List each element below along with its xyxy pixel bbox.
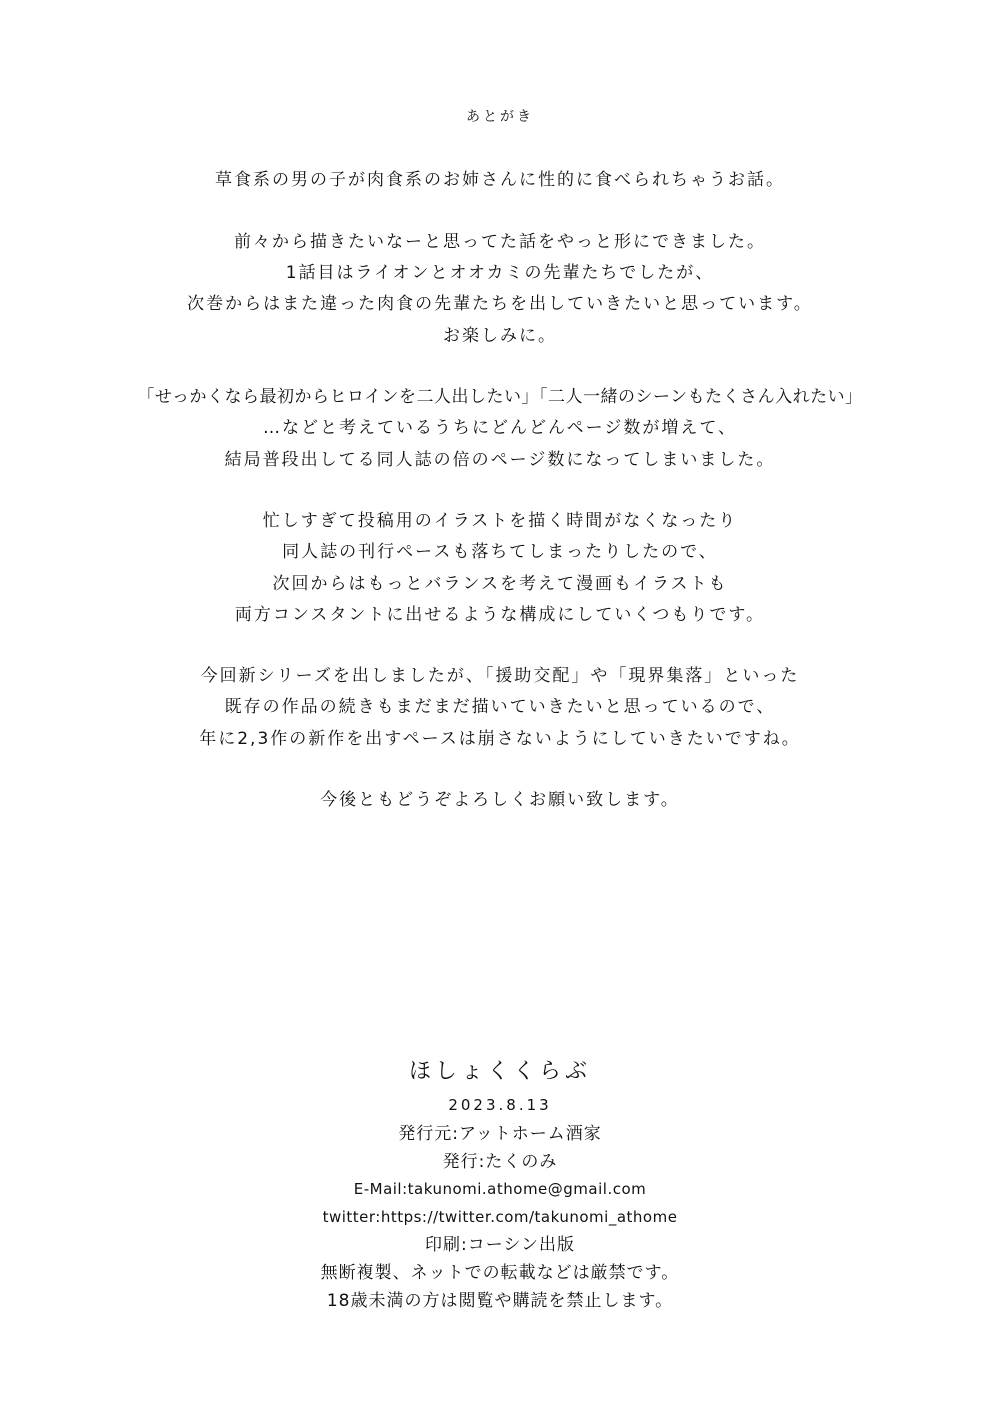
reproduction-notice: 無断複製、ネットでの転載などは厳禁です。: [320, 1263, 680, 1283]
afterword-line: 草食系の男の子が肉食系のお姉さんに性的に食べられちゃうお話。: [215, 170, 785, 190]
contact-email: E-Mail:takunomi.athome@gmail.com: [353, 1180, 647, 1198]
afterword-line: 次回からはもっとバランスを考えて漫画もイラストも: [272, 574, 728, 594]
afterword-line: 両方コンスタントに出せるような構成にしていくつもりです。: [234, 605, 766, 625]
publication-date: 2023.8.13: [448, 1096, 552, 1114]
afterword-line: 「せっかくなら最初からヒロインを二人出したい」「二人一緒のシーンもたくさん入れたい」: [137, 387, 863, 407]
afterword-line: 次巻からはまた違った肉食の先輩たちを出していきたいと思っています。: [187, 294, 813, 314]
afterword-line: …などと考えているうちにどんどんページ数が増えて、: [263, 418, 737, 438]
afterword-line: 今回新シリーズを出しましたが、「援助交配」や「現界集落」といった: [200, 666, 800, 686]
afterword-title: あとがき: [466, 109, 534, 125]
printer: 印刷:コーシン出版: [425, 1235, 575, 1255]
afterword-line: 年に2,3作の新作を出すペースは崩さないようにしていきたいですね。: [199, 729, 801, 749]
afterword-line: 1話目はライオンとオオカミの先輩たちでしたが、: [285, 263, 715, 283]
afterword-line: 今後ともどうぞよろしくお願い致します。: [320, 790, 680, 810]
age-restriction-notice: 18歳未満の方は閲覧や購読を禁止します。: [326, 1291, 674, 1311]
twitter-link: twitter:https://twitter.com/takunomi_athome: [322, 1208, 678, 1226]
afterword-line: 前々から描きたいなーと思ってた話をやっと形にできました。: [234, 232, 766, 252]
afterword-line: 結局普段出してる同人誌の倍のページ数になってしまいました。: [224, 450, 776, 470]
issuer: 発行:たくのみ: [442, 1152, 558, 1172]
afterword-line: 同人誌の刊行ペースも落ちてしまったりしたので、: [282, 542, 718, 562]
book-title: ほしょくくらぶ: [408, 1059, 591, 1084]
afterword-line: 忙しすぎて投稿用のイラストを描く時間がなくなったり: [262, 511, 738, 531]
afterword-line: お楽しみに。: [443, 326, 557, 346]
afterword-line: 既存の作品の続きもまだまだ描いていきたいと思っているので、: [224, 697, 776, 717]
publisher: 発行元:アットホーム酒家: [398, 1124, 602, 1144]
